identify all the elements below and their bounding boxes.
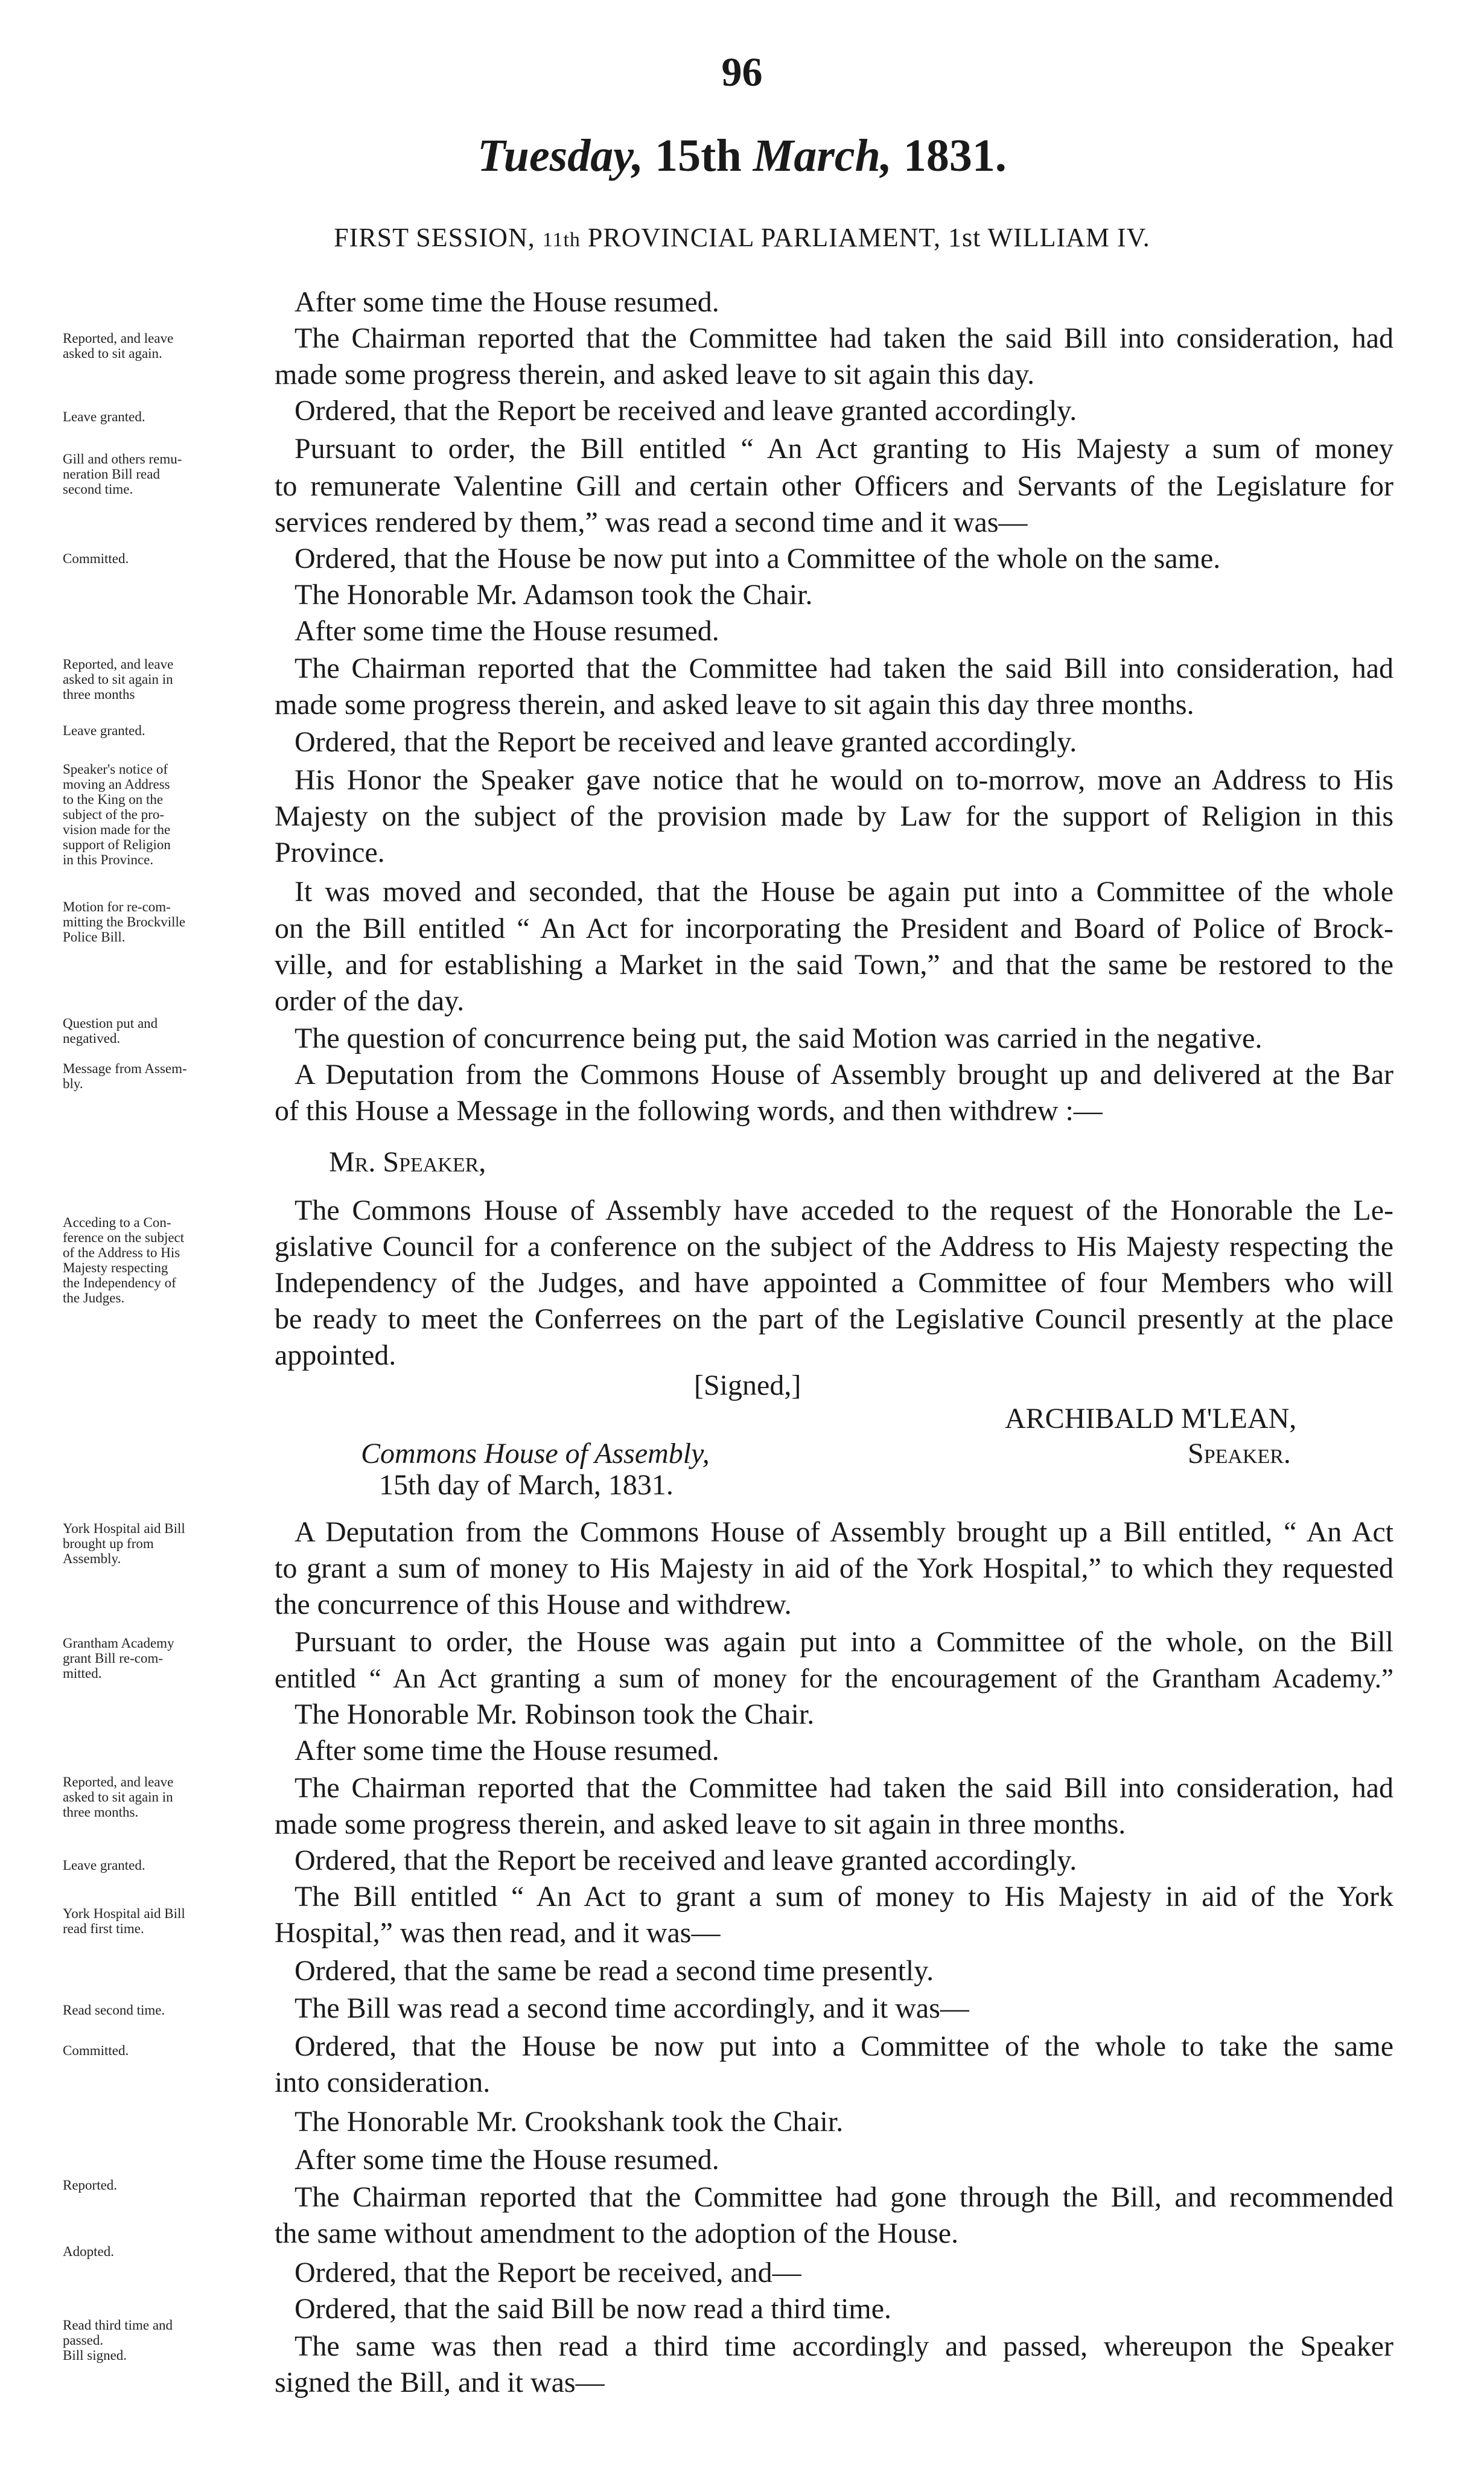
text-line: A Deputation from the Commons House of Assembly brought up a Bill entitled, “ An Act	[295, 1516, 1393, 1548]
text-line: on the Bill entitled “ An Act for incorporating the President and Board of Police of Brock-	[275, 913, 1393, 945]
message-date: 15th day of March, 1831.	[379, 1469, 674, 1501]
salutation: Mr. Speaker,	[329, 1146, 486, 1178]
margin-note: Leave granted.	[63, 723, 145, 738]
text-line: A Deputation from the Commons House of Assembly brought up and delivered at the Bar	[295, 1059, 1393, 1091]
text-line: Pursuant to order, the Bill entitled “ An Act granting to His Majesty a sum of money	[295, 433, 1393, 465]
text-line: The Honorable Mr. Adamson took the Chair.	[295, 579, 813, 611]
text-line: Hospital,” was then read, and it was—	[275, 1917, 721, 1949]
text-line: be ready to meet the Conferrees on the part of the Legislative Council presently at the place	[275, 1303, 1393, 1335]
date-month: March,	[753, 130, 892, 181]
house-name: Commons House of Assembly,	[361, 1438, 710, 1470]
margin-note: Committed.	[63, 2043, 129, 2058]
margin-note: Adopted.	[63, 2244, 114, 2259]
text-line: made some progress therein, and asked leave to sit again this day three months.	[275, 689, 1194, 721]
text-line: the concurrence of this House and withdrew.	[275, 1589, 792, 1620]
text-line: ville, and for establishing a Market in the said Town,” and that the same be restored to the	[275, 949, 1393, 981]
text-line: to remunerate Valentine Gill and certain other Officers and Servants of the Legislature for	[275, 470, 1393, 502]
margin-note: Speaker's notice of moving an Address to the King on the subject of the pro- vision made for the support of Religion in this Province.	[63, 762, 171, 867]
margin-note: Reported, and leave asked to sit again.	[63, 331, 174, 361]
text-line: Ordered, that the same be read a second time presently.	[295, 1955, 934, 1987]
text-line: The same was then read a third time accordingly and passed, whereupon the Speaker	[295, 2330, 1393, 2362]
text-line: It was moved and seconded, that the House be again put into a Committee of the whole	[295, 876, 1393, 908]
text-line: the same without amendment to the adoption of the House.	[275, 2217, 959, 2249]
text-line: Ordered, that the Report be received and leave granted accordingly.	[295, 1844, 1077, 1876]
margin-note: Question put and negatived.	[63, 1016, 158, 1046]
text-line: made some progress therein, and asked leave to sit again this day.	[275, 359, 1035, 390]
page-number: 96	[721, 49, 763, 95]
text-line: After some time the House resumed.	[295, 1735, 719, 1767]
parliament-label: PROVINCIAL PARLIAMENT,	[587, 223, 941, 252]
text-line: After some time the House resumed.	[295, 286, 719, 318]
date-year: 1831.	[903, 130, 1007, 181]
margin-note: Read third time and passed.	[63, 2318, 173, 2348]
signatory-title: Speaker.	[1188, 1438, 1291, 1470]
text-line: The Chairman reported that the Committee had gone through the Bill, and recommended	[295, 2181, 1393, 2213]
margin-note: Grantham Academy grant Bill re-com- mitted.	[63, 1636, 174, 1681]
reign-number: 1st	[947, 223, 981, 252]
margin-note: Leave granted.	[63, 409, 145, 424]
text-line: Independency of the Judges, and have appointed a Committee of four Members who will	[275, 1267, 1393, 1299]
date-day-number: 15th	[655, 130, 742, 181]
text-line: entitled “ An Act granting a sum of money for the encouragement of the Grantham Academy.”	[275, 1663, 1393, 1694]
margin-note: Reported, and leave asked to sit again in three months	[63, 657, 174, 702]
text-line: of this House a Message in the following words, and then withdrew :—	[275, 1095, 1103, 1127]
text-line: The question of concurrence being put, the said Motion was carried in the negative.	[295, 1022, 1263, 1054]
margin-note: York Hospital aid Bill brought up from Assembly.	[63, 1521, 185, 1566]
text-line: Ordered, that the Report be received, and—	[295, 2257, 801, 2289]
text-line: made some progress therein, and asked leave to sit again in three months.	[275, 1808, 1126, 1840]
text-line: The Chairman reported that the Committee had taken the said Bill into consideration, had	[295, 322, 1393, 354]
session-label: FIRST SESSION,	[334, 223, 535, 252]
text-line: Ordered, that the House be now put into a Committee of the whole on the same.	[295, 543, 1221, 575]
text-line: Ordered, that the Report be received and leave granted accordingly.	[295, 726, 1077, 758]
text-line: Majesty on the subject of the provision made by Law for the support of Religion in this	[275, 800, 1393, 832]
margin-note: Bill signed.	[63, 2348, 127, 2363]
margin-note: Acceding to a Con- ference on the subject of the Address to His Majesty respecting the Independency of the Judges.	[63, 1215, 185, 1305]
margin-note: Motion for re-com- mitting the Brockville Police Bill.	[63, 899, 186, 945]
text-line: His Honor the Speaker gave notice that he would on to-morrow, move an Address to His	[295, 764, 1393, 796]
margin-note: Reported, and leave asked to sit again in three months.	[63, 1774, 174, 1820]
text-line: The Bill entitled “ An Act to grant a sum of money to His Majesty in aid of the York	[295, 1881, 1393, 1913]
text-line: Province.	[275, 837, 385, 868]
text-line: The Chairman reported that the Committee had taken the said Bill into consideration, had	[295, 1772, 1393, 1804]
text-line: The Bill was read a second time accordingly, and it was—	[295, 1992, 969, 2024]
text-line: signed the Bill, and it was—	[275, 2366, 605, 2398]
parliament-number: 11th	[542, 229, 581, 251]
margin-note: Message from Assem- bly.	[63, 1061, 187, 1091]
margin-note: Gill and others remu- neration Bill read second time.	[63, 451, 182, 497]
text-line: to grant a sum of money to His Majesty in aid of the York Hospital,” to which they requested	[275, 1552, 1393, 1584]
sitting-date	[0, 130, 1484, 182]
text-line: The Honorable Mr. Robinson took the Chair.	[295, 1698, 815, 1730]
text-line: The Chairman reported that the Committee had taken the said Bill into consideration, had	[295, 652, 1393, 684]
text-line: After some time the House resumed.	[295, 615, 719, 647]
text-line: Ordered, that the House be now put into a Committee of the whole to take the same	[295, 2030, 1393, 2062]
text-line: into consideration.	[275, 2067, 491, 2098]
text-line: Pursuant to order, the House was again put into a Committee of the whole, on the Bill	[295, 1626, 1393, 1658]
text-line: Ordered, that the said Bill be now read a third time.	[295, 2293, 892, 2325]
signatory-name: ARCHIBALD M'LEAN,	[1005, 1403, 1297, 1435]
session-heading	[0, 222, 1484, 253]
text-line: After some time the House resumed.	[295, 2144, 719, 2176]
text-line: order of the day.	[275, 985, 465, 1017]
margin-note: York Hospital aid Bill read first time.	[63, 1906, 185, 1936]
reign-label: WILLIAM IV.	[987, 223, 1150, 252]
text-line: services rendered by them,” was read a second time and it was—	[275, 506, 1028, 538]
text-line: appointed.	[275, 1339, 396, 1371]
text-line: gislative Council for a conference on the subject of the Address to His Majesty respecting the	[275, 1231, 1393, 1263]
margin-note: Read second time.	[63, 2003, 165, 2018]
text-line: The Commons House of Assembly have acceded to the request of the Honorable the Le-	[295, 1194, 1393, 1226]
text-line: The Honorable Mr. Crookshank took the Chair.	[295, 2106, 844, 2138]
margin-note: Committed.	[63, 551, 129, 566]
margin-note: Reported.	[63, 2178, 118, 2193]
date-day: Tuesday,	[477, 130, 644, 181]
signed-note: [Signed,]	[694, 1369, 801, 1401]
text-line: Ordered, that the Report be received and leave granted accordingly.	[295, 395, 1077, 427]
margin-note: Leave granted.	[63, 1858, 145, 1873]
